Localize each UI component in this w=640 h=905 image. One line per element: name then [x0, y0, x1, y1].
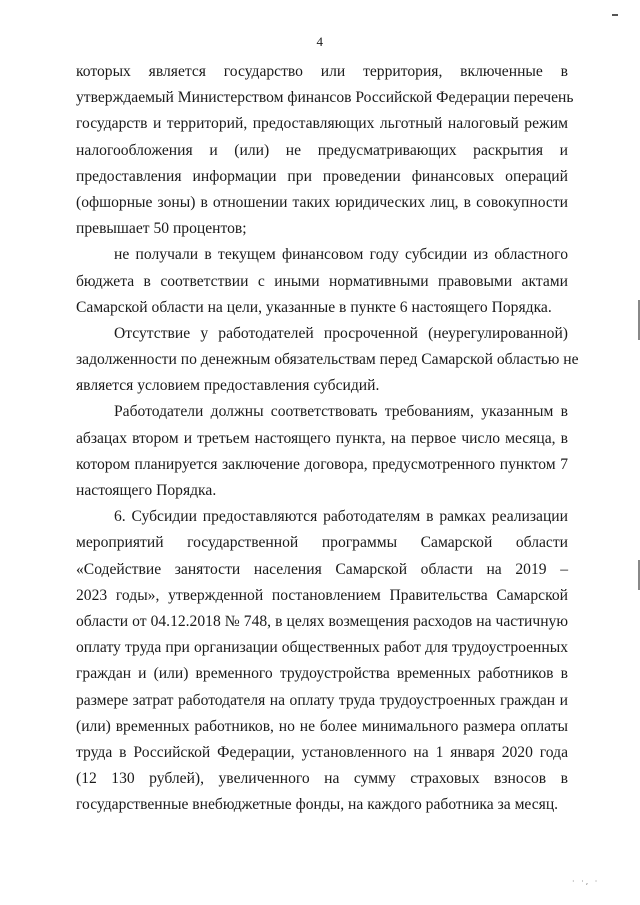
text-line: утверждаемый Министерством финансов Российской Федерации перечень — [76, 89, 574, 107]
text-line: граждан и (или) временного трудоустройства временных работников в — [76, 665, 568, 683]
text-line: Работодатели должны соответствовать требованиям, указанным в — [114, 403, 568, 421]
text-line: задолженности по денежным обязательствам перед Самарской областью не — [76, 351, 579, 369]
text-line: (12 130 рублей), увеличенного на сумму страховых взносов в — [76, 770, 568, 788]
paragraph — [76, 504, 568, 818]
paragraph — [76, 242, 568, 321]
text-line: «Содействие занятости населения Самарской области на 2019 – — [76, 560, 568, 578]
text-line: размере затрат работодателя на оплату труда трудоустроенных граждан и — [76, 691, 568, 709]
text-line: превышает 50 процентов; — [76, 220, 247, 238]
text-line: 2023 годы», утвержденной постановлением Правительства Самарской — [76, 586, 568, 604]
text-line: государственные внебюджетные фонды, на каждого работника за месяц. — [76, 796, 559, 814]
text-line: оплату труда при организации общественных работ для трудоустроенных — [76, 639, 568, 657]
paragraph — [76, 321, 579, 400]
page-number: 4 — [316, 34, 324, 49]
text-line: настоящего Порядка. — [76, 482, 217, 499]
text-line: труда в Российской Федерации, установленного на 1 января 2020 года — [76, 743, 568, 761]
text-line: мероприятий государственной программы Самарской области — [76, 534, 568, 552]
document-body — [76, 59, 579, 818]
text-line: бюджета в соответствии с иными нормативными правовыми актами — [76, 272, 568, 290]
scan-noise: · ·‚ · — [572, 877, 600, 886]
text-line: является условием предоставления субсидий. — [76, 377, 380, 395]
text-line: Отсутствие у работодателей просроченной (неурегулированной) — [114, 324, 568, 342]
paragraph — [76, 59, 574, 242]
text-line: государств и территорий, предоставляющих льготный налоговый режим — [76, 115, 568, 133]
text-line: предоставления информации при проведении финансовых операций — [76, 167, 568, 185]
text-line: налогообложения и (или) не предусматривающих раскрытия и — [76, 141, 568, 159]
text-line: Самарской области на цели, указанные в пункте 6 настоящего Порядка. — [76, 298, 552, 316]
text-line: области от 04.12.2018 № 748, в целях возмещения расходов на частичную — [76, 612, 568, 630]
text-line: не получали в текущем финансовом году субсидии из областного — [114, 246, 568, 264]
text-line: которых является государство или территория, включенные в — [76, 63, 568, 80]
text-line: (или) временных работников, но не более минимального размера оплаты — [76, 717, 568, 735]
scan-mark — [612, 14, 618, 16]
text-line: (офшорные зоны) в отношении таких юридических лиц, в совокупности — [76, 193, 568, 211]
text-line: абзацах втором и третьем настоящего пункта, на первое число месяца, в — [76, 429, 568, 447]
text-line: 6. Субсидии предоставляются работодателям в рамках реализации — [114, 508, 568, 526]
text-line: котором планируется заключение договора, предусмотренного пунктом 7 — [76, 455, 568, 473]
paragraph — [76, 399, 568, 504]
